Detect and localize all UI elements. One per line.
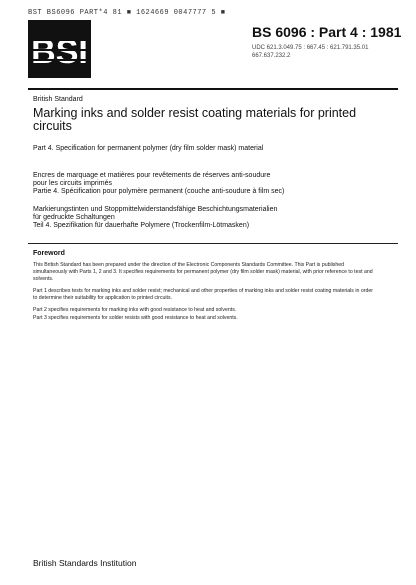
- header-rule: [28, 88, 398, 90]
- french-line: pour les circuits imprimés: [33, 180, 112, 187]
- foreword-paragraph: Part 2 specifies requirements for marking inks with good resistance to heat and solvents.: [33, 307, 237, 313]
- standard-number: BS 6096 : Part 4 : 1981: [252, 24, 402, 40]
- publisher-footer: British Standards Institution: [33, 558, 137, 568]
- french-line: Encres de marquage et matières pour revêtements de réserves anti-soudure: [33, 172, 271, 179]
- udc-code: [252, 44, 368, 60]
- bsi-logo: [28, 20, 91, 78]
- german-line: Teil 4. Spezifikation für dauerhafte Polymere (Trockenfilm-Lötmasken): [33, 222, 250, 229]
- british-standard-label: British Standard: [33, 96, 83, 103]
- title-french: [33, 172, 383, 196]
- title-german: [33, 206, 383, 230]
- foreword-paragraph: Part 1 describes tests for marking inks and solder resist; mechanical and other properties of marking inks and solder resist coating materials in order to determine their suitability for application to printed circuits.: [33, 288, 373, 301]
- document-title: Marking inks and solder resist coating materials for printed circuits: [33, 106, 357, 133]
- section-rule: [28, 243, 398, 244]
- udc-line-1: UDC 621.3.049.75 : 667.45 : 621.791.35.01: [252, 45, 369, 51]
- svg-text:BSI: BSI: [31, 33, 88, 71]
- german-line: für gedruckte Schaltungen: [33, 214, 115, 221]
- foreword-paragraph: This British Standard has been prepared under the direction of the Electronic Components Standards Committee. This Part is published simultaneously with Parts 1, 2 and 3. It specifies requirements for permanent polymer (dry film solder mask) material, with prior reference to test and solvents.: [33, 262, 373, 282]
- catalog-line: BST BS6096 PART*4 81 ■ 1624669 0047777 5 ■: [28, 9, 226, 17]
- part-title-english: Part 4. Specification for permanent polymer (dry film solder mask) material: [33, 145, 264, 152]
- udc-line-2: 667.637.232.2: [252, 53, 291, 59]
- french-line: Partie 4. Spécification pour polymère permanent (couche anti-soudure à film sec): [33, 188, 285, 195]
- foreword-paragraph: Part 3 specifies requirements for solder resists with good resistance to heat and solvents.: [33, 315, 238, 321]
- foreword-heading: Foreword: [33, 250, 65, 257]
- german-line: Markierungstinten und Stoppmittelwiderstandsfähige Beschichtungsmaterialien: [33, 206, 278, 213]
